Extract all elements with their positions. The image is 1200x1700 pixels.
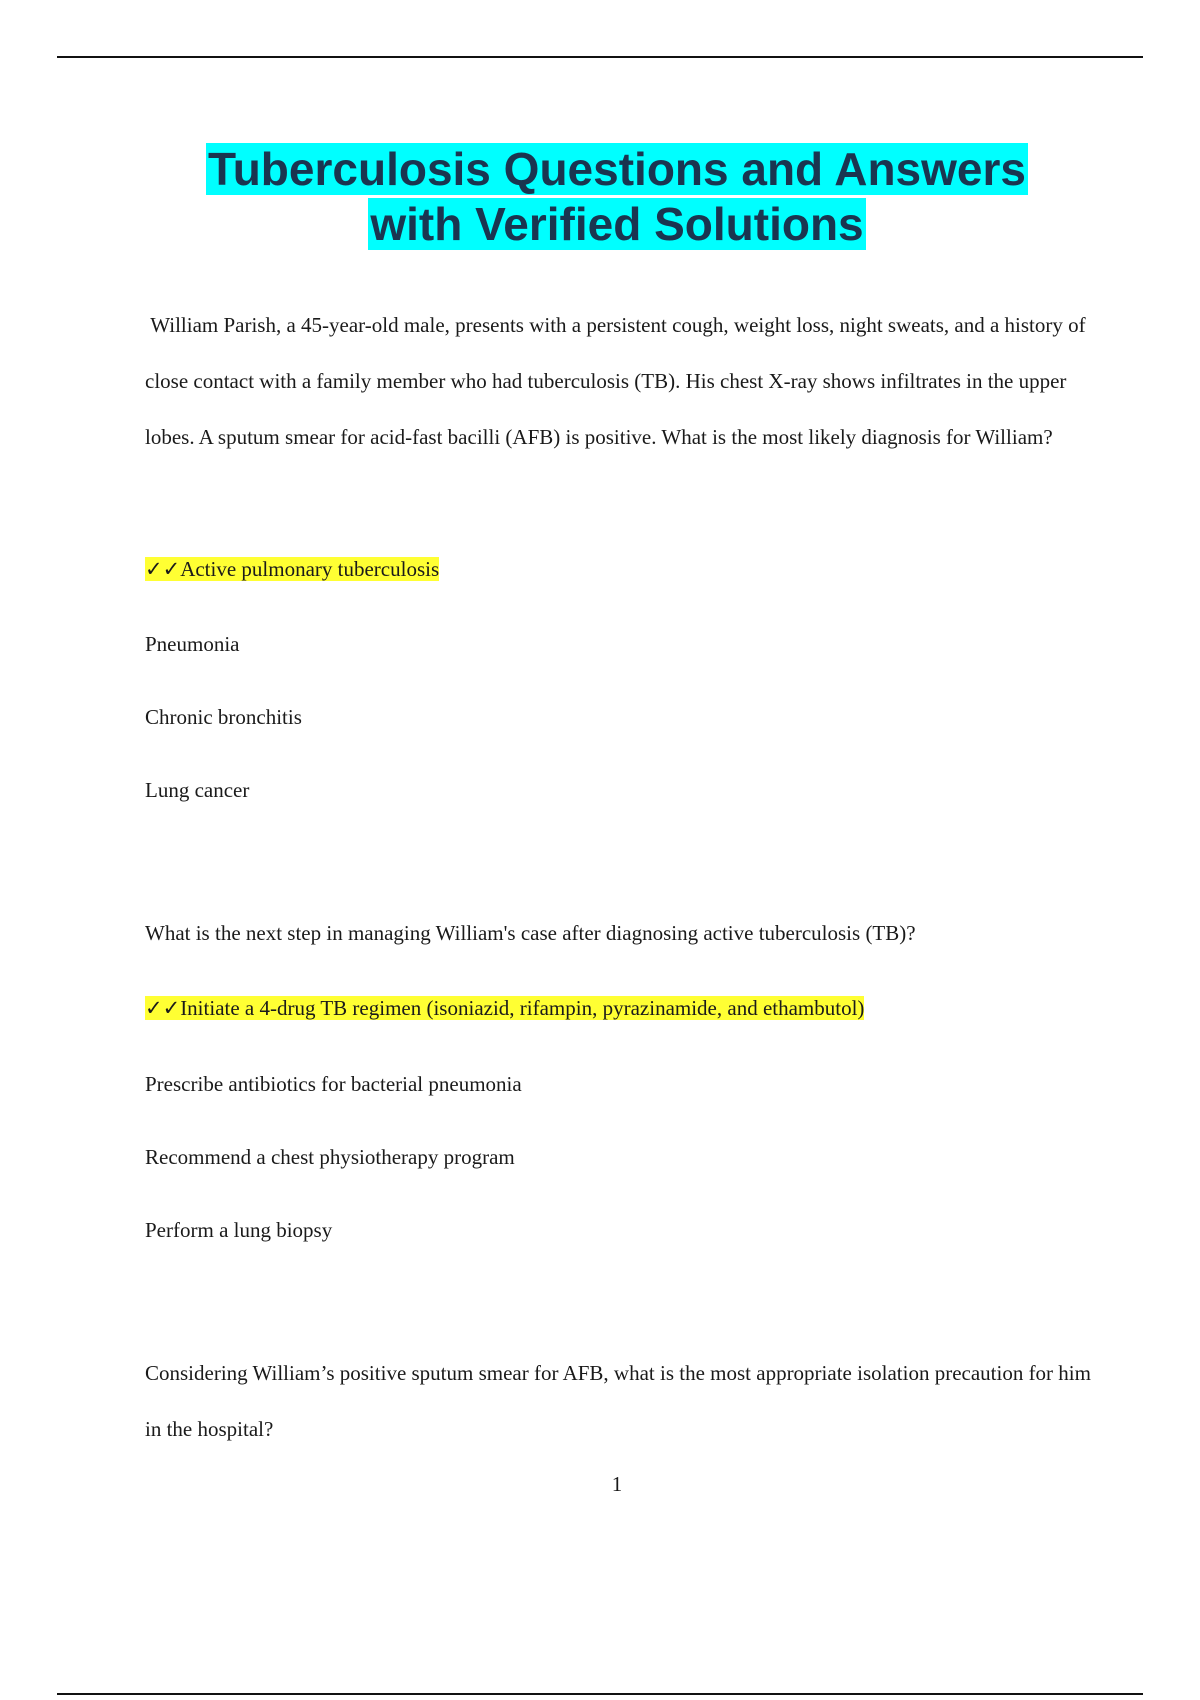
page-number: 1 <box>611 1472 623 1496</box>
correct-answer: ✓✓Initiate a 4-drug TB regimen (isoniazid, rifampin, pyrazinamide, and ethambutol) <box>145 996 865 1020</box>
question-1 <box>145 297 1095 465</box>
correct-answer: ✓✓Active pulmonary tuberculosis <box>145 557 440 581</box>
question-1-option-2 <box>145 629 1095 659</box>
document-title <box>0 142 1200 252</box>
question-2-option-2 <box>145 1069 1095 1099</box>
answer-option: Perform a lung biopsy <box>145 1218 333 1242</box>
answer-option: Prescribe antibiotics for bacterial pneumonia <box>145 1072 522 1096</box>
question-2-text: What is the next step in managing William's case after diagnosing active tuberculosis (TB)? <box>145 921 916 945</box>
question-1-option-4 <box>145 775 1095 805</box>
question-1-option-3 <box>145 702 1095 732</box>
question-2-option-4 <box>145 1215 1095 1245</box>
question-1-option-1 <box>145 554 1095 584</box>
question-1-text: William Parish, a 45-year-old male, presents with a persistent cough, weight loss, night sweats, and a history of close contact with a family member who had tuberculosis (TB). His chest X-ray shows infiltrates in the upper lobes. A sputum smear for acid-fast bacilli (AFB) is positive. What is the most likely diagnosis for William? <box>145 313 1091 449</box>
question-2 <box>145 918 1095 948</box>
answer-option: Pneumonia <box>145 632 240 656</box>
answer-option: Chronic bronchitis <box>145 705 302 729</box>
question-2-option-3 <box>145 1142 1095 1172</box>
header-rule <box>57 56 1143 58</box>
question-3-text: Considering William’s positive sputum smear for AFB, what is the most appropriate isolation precaution for him in the hospital? <box>145 1361 1091 1441</box>
title-line-1: Tuberculosis Questions and Answers <box>208 143 1026 195</box>
question-3 <box>145 1345 1095 1457</box>
question-2-option-1 <box>145 993 1145 1023</box>
footer-rule <box>57 1693 1143 1695</box>
title-line-2: with Verified Solutions <box>370 198 864 250</box>
answer-option: Recommend a chest physiotherapy program <box>145 1145 515 1169</box>
answer-option: Lung cancer <box>145 778 250 802</box>
